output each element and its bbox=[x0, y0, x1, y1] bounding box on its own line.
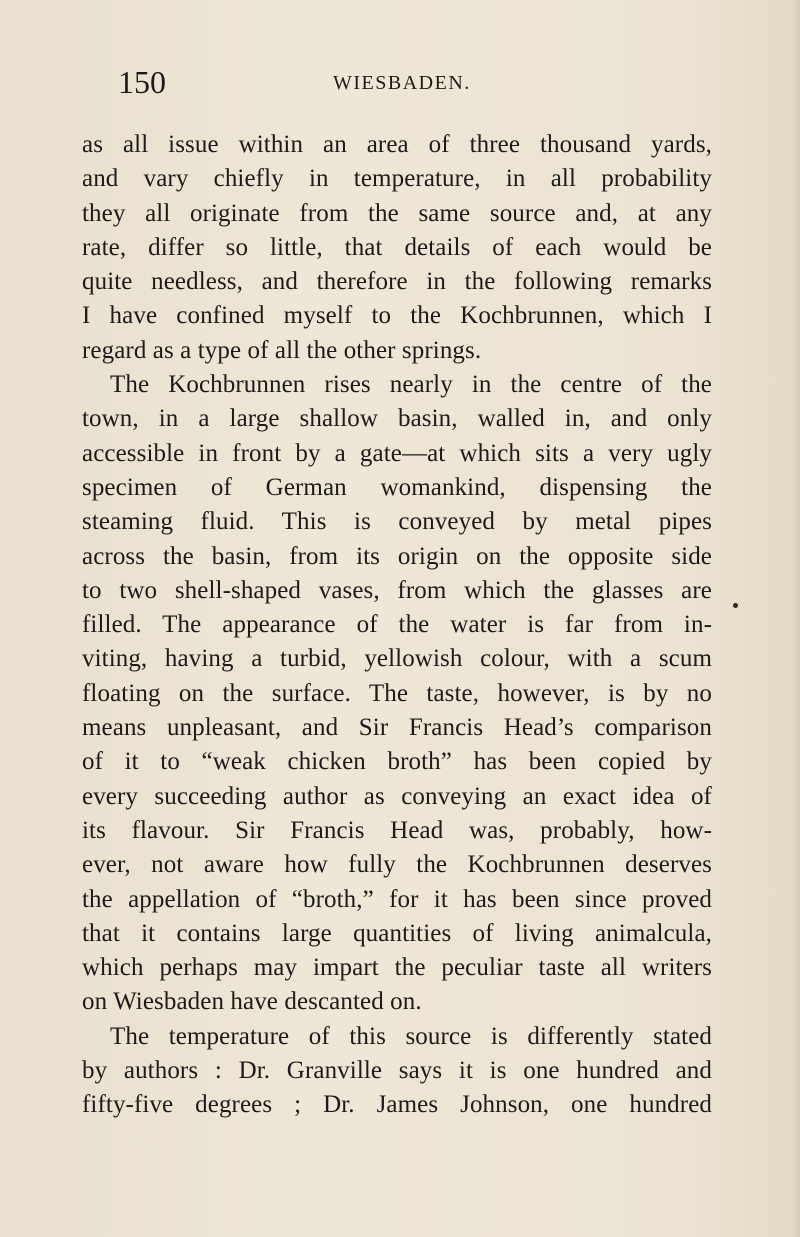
text-line: town, in a large shallow basin, walled in, and only bbox=[82, 405, 712, 433]
text-line: of it to “weak chicken broth” has been copied by bbox=[82, 748, 712, 776]
text-line: rate, differ so little, that details of each would be bbox=[82, 233, 712, 261]
text-line: and vary chiefly in temperature, in all probability bbox=[82, 165, 712, 193]
page-number: 150 bbox=[118, 64, 166, 100]
text-line: means unpleasant, and Sir Francis Head’s comparison bbox=[82, 714, 712, 742]
margin-ink-mark bbox=[733, 603, 738, 608]
text-line: across the basin, from its origin on the opposite side bbox=[82, 542, 712, 570]
page-edge-shadow bbox=[792, 0, 800, 1237]
text-line: its flavour. Sir Francis Head was, probably, how- bbox=[82, 816, 712, 844]
text-line: that it contains large quantities of living animalcula, bbox=[82, 919, 712, 947]
text-line: to two shell-shaped vases, from which the glasses are bbox=[82, 576, 712, 604]
paragraph-start-line: The Kochbrunnen rises nearly in the centre of the bbox=[110, 371, 712, 399]
text-line: floating on the surface. The taste, however, is by no bbox=[82, 679, 712, 707]
text-line: the appellation of “broth,” for it has been since proved bbox=[82, 885, 712, 913]
text-line: which perhaps may impart the peculiar taste all writers bbox=[82, 954, 712, 982]
text-line: fifty-five degrees ; Dr. James Johnson, one hundred bbox=[82, 1091, 712, 1119]
paragraph-start-line: The temperature of this source is differently stated bbox=[110, 1022, 712, 1050]
text-line: regard as a type of all the other springs. bbox=[82, 336, 482, 364]
text-line: as all issue within an area of three thousand yards, bbox=[82, 131, 712, 158]
text-line: by authors : Dr. Granville says it is one hundred and bbox=[82, 1057, 712, 1085]
text-line: on Wiesbaden have descanted on. bbox=[82, 988, 422, 1016]
text-line: filled. The appearance of the water is far from in- bbox=[82, 611, 712, 639]
text-line: every succeeding author as conveying an exact idea of bbox=[82, 782, 712, 810]
text-line: steaming fluid. This is conveyed by metal pipes bbox=[82, 508, 712, 536]
text-line: accessible in front by a gate—at which sits a very ugly bbox=[82, 439, 712, 467]
text-line: quite needless, and therefore in the following remarks bbox=[82, 268, 712, 296]
text-line: they all originate from the same source and, at any bbox=[82, 199, 712, 227]
running-title: WIESBADEN. bbox=[333, 72, 471, 94]
text-line: ever, not aware how fully the Kochbrunnen deserves bbox=[82, 851, 712, 879]
body-text bbox=[82, 128, 712, 1123]
text-line: specimen of German womankind, dispensing the bbox=[82, 473, 712, 501]
text-line: I have confined myself to the Kochbrunnen, which I bbox=[82, 302, 712, 330]
page-header bbox=[118, 62, 708, 102]
text-line: viting, having a turbid, yellowish colour, with a scum bbox=[82, 645, 712, 673]
